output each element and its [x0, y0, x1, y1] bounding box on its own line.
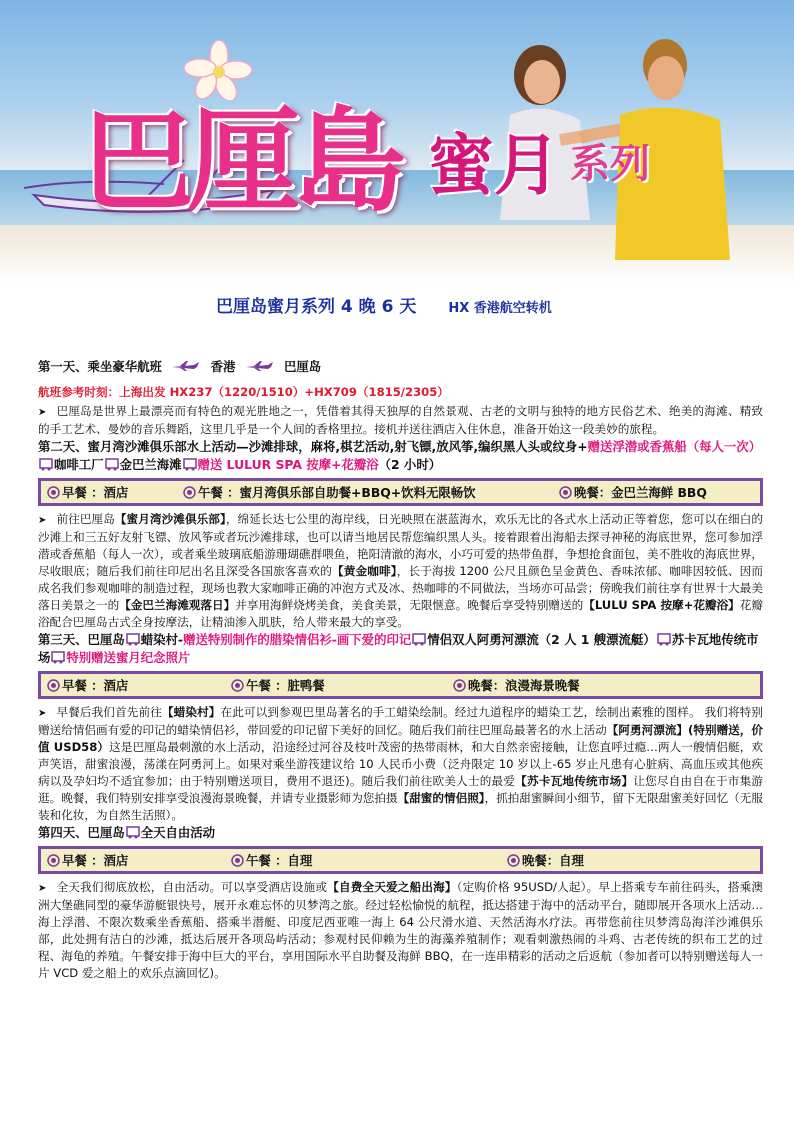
lunch-cell: 午餐 ：蜜月湾俱乐部自助餐+BBQ+饮料无限畅饮: [183, 484, 476, 501]
bullet-icon: ➤: [38, 883, 47, 894]
day2-title: 第二天、蜜月湾沙滩俱乐部水上活动—沙滩排球，麻将,棋艺活动,射飞镖,放风筝,编织黑人头或纹身+赠送浮潜或香蕉船（每人一次）咖啡工厂 金巴兰海滩 赠送 LULUR SPA 按摩+花瓣浴（2 小时）: [38, 439, 762, 472]
itinerary: [38, 358, 763, 982]
meal-icon: [47, 486, 60, 499]
bus-icon: [657, 633, 671, 646]
banner-title-series: 系列: [570, 141, 650, 187]
day2-description: ➤ 前往巴厘岛【蜜月湾沙滩俱乐部】，绵延长达七公里的海岸线，日光映照在湛蓝海水，欢乐无比的各式水上活动正等着您，您可以在细白的沙滩上和三五好友射飞镖、放风筝或者玩沙滩排球，也可以请当地居民帮您编织黑人头。接着跟着出海船去探寻神秘的海底世界，您可参加浮潜或香蕉船（每人一次），或者乘坐玻璃底船游珊瑚礁群喂鱼，艳阳清澈的海水，小巧可爱的热带鱼群，争想抢食面包，美不胜收的海底世界，尽收眼底；随后我们前往印尼出名且深受各国旅客喜欢的【黄金咖啡】，长于海拔 1200 公尺且颜色呈金黄色、香味浓郁、咖啡因较低、因而成名我们参观咖啡的制造过程，现场也教大家咖啡正确的冲泡方式及冰、热咖啡的不同做法，当场亦可品尝；傍晚我们前往享有世界十大最美落日美景之一的【金巴兰海滩观落日】并享用海鲜烧烤美食，美食美景，无限惬意。晚餐后享受特别赠送的【LULU SPA 按摩+花瓣浴】花瓣浴配合巴厘岛古式全身按摩法，让精油渗入肌肤，给人带来最大的享受。: [38, 512, 763, 629]
day4-description: ➤ 全天我们彻底放松，自由活动。可以享受酒店设施或【自费全天爱之船出海】（定购价格 95USD/人起）。早上搭乘专车前往码头，搭乘澳洲大堡礁同型的豪华游艇银快号，展开永难忘怀的贝梦湾之旅。经过轻松愉悦的航程，抵达搭建于海中的活动平台，随即展开各项水上活动…海上浮潜、不限次数乘坐香蕉船、搭乘半潜艇、印度尼西亚唯一海上 64 公尺滑水道、天然活海水疗法。再带您前往贝梦湾岛海洋沙滩俱乐部，此处拥有洁白的沙滩，抵达后展开各项岛屿活动；参观村民仰赖为生的海藻养殖制作；观看刺激热闹的斗鸡、古老传统的织布工艺的过程、海龟的养殖。午餐安排于海中巨大的平台，享用国际水平自助餐及海鲜 BBQ，在一连串精彩的活动之后返航（参加者可以特别赠送每人一片 VCD 爱之船上的欢乐点滴回忆)。: [38, 880, 763, 980]
bus-icon: [412, 633, 426, 646]
day4-meals: [38, 846, 763, 874]
bullet-icon: ➤: [38, 515, 47, 526]
meal-icon: [47, 854, 60, 867]
breakfast-cell: 早餐 ：酒店: [47, 852, 128, 869]
page-title: [216, 292, 552, 317]
day1-description: ➤ 巴厘岛是世界上最漂亮而有特色的观光胜地之一，凭借着其得天独厚的自然景观、古老的文明与独特的地方民俗艺术、绝美的海滩、精致的手工艺术、曼妙的音乐舞蹈，这里几乎是一个人间的香格里拉。接机并送往酒店入住休息，准备开始这一段美妙的旅程。: [38, 404, 763, 436]
bus-icon: [126, 826, 140, 839]
lunch-cell: 午餐 ：脏鸭餐: [231, 677, 325, 694]
meal-icon: [453, 679, 466, 692]
lunch-cell: 午餐 ：自理: [231, 852, 312, 869]
breakfast-cell: 早餐 ：酒店: [47, 484, 128, 501]
bus-icon: [183, 458, 197, 471]
day3-description: ➤ 早餐后我们首先前往【蜡染村】在此可以到参观巴里岛著名的手工蜡染绘制。经过九道程序的蜡染工艺，绘制出素雅的图样。 我们将特别赠送给情侣画有爱的印记的蜡染情侣衫，带回爱的印记留下美好的回忆。随后我们前往巴厘岛最著名的水上活动【阿勇河漂流】(特别赠送，价值 USD58）这是巴厘岛最刺激的水上活动，沿途经过河谷及枝叶茂密的热带雨林，和大自然亲密接触，让您直呼过瘾…两人一艘情侣艇，欢声笑语，甜蜜浪漫，荡漾在阿勇河上。如果对乘坐游筏建议给 10 人民币小费（泛舟限定 10 岁以上-65 岁止凡患有心脏病、高血压或其他疾病以及孕妇均不适宜参加；由于特别赠送项目，费用不退还)。随后我们前往欧美人士的最爱【苏卡瓦地传统市场】让您尽自由自在于市集游逛。晚餐，我们特别安排享受浪漫海景晚餐，并请专业摄影师为您拍摄【甜蜜的情侣照】，抓拍甜蜜瞬间小细节，留下无限甜蜜美好回忆（无服装和化妆，为自然生活照）。: [38, 705, 763, 822]
flight-reference: 航班参考时刻：上海出发 HX237（1220/1510）+HX709（1815/2305）: [38, 385, 449, 399]
airplane-icon: [244, 360, 274, 372]
banner-title-honeymoon: 蜜月: [428, 126, 560, 204]
meal-icon: [183, 486, 196, 499]
dinner-cell: 晚餐：金巴兰海鲜 BBQ: [559, 484, 707, 501]
airplane-icon: [170, 360, 200, 372]
bus-icon: [39, 458, 53, 471]
meal-icon: [231, 679, 244, 692]
meal-icon: [559, 486, 572, 499]
breakfast-cell: 早餐 ：酒店: [47, 677, 128, 694]
meal-icon: [231, 854, 244, 867]
bus-icon: [105, 458, 119, 471]
meal-icon: [47, 679, 60, 692]
banner: [0, 0, 794, 285]
day3-meals: [38, 671, 763, 699]
bullet-icon: ➤: [38, 407, 47, 418]
day1-title: 第一天、乘坐豪华航班 香港 巴厘岛: [38, 359, 322, 374]
airline-note: HX 香港航空转机: [448, 301, 552, 316]
day2-meals: [38, 478, 763, 506]
banner-title-bali: 巴厘島: [82, 96, 400, 227]
bullet-icon: ➤: [38, 708, 47, 719]
dinner-cell: 晚餐：浪漫海景晚餐: [453, 677, 580, 694]
day4-title: 第四天、巴厘岛 全天自由活动: [38, 825, 216, 840]
bus-icon: [126, 633, 140, 646]
dinner-cell: 晚餐：自理: [507, 852, 584, 869]
bus-icon: [51, 651, 65, 664]
meal-icon: [507, 854, 520, 867]
day3-title: 第三天、巴厘岛 蜡染村-赠送特别制作的腊染情侣衫-画下爱的印记 情侣双人阿勇河漂流（2 人 1 艘漂流艇） 苏卡瓦地传统市场 特别赠送蜜月纪念照片: [38, 632, 759, 665]
tour-title: 巴厘岛蜜月系列 4 晚 6 天: [216, 297, 417, 317]
